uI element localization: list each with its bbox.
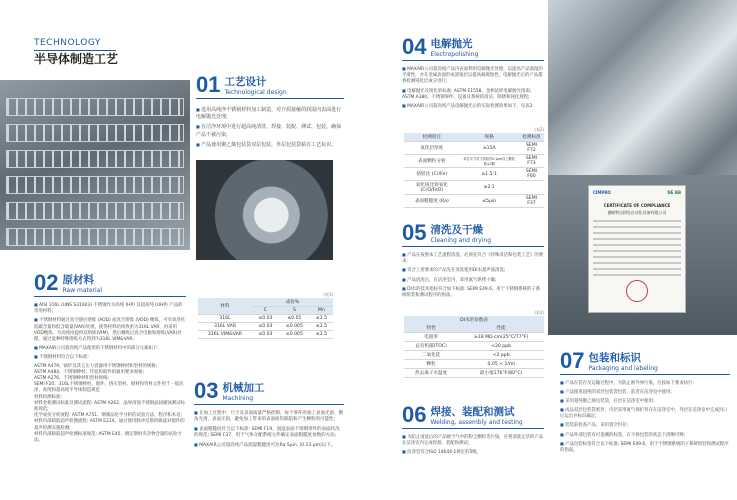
section-02 — [34, 272, 186, 444]
section-03 — [194, 380, 344, 451]
section-number: 04 — [402, 34, 427, 59]
header-en: TECHNOLOGY — [34, 38, 101, 48]
section-subtitle: Welding, assembly and testing — [430, 419, 523, 426]
section-title: 原材料 — [62, 274, 94, 286]
header — [34, 38, 118, 67]
section-subtitle: Technological design — [224, 89, 287, 96]
section-title: 清洗及干燥 — [430, 224, 483, 236]
section-title: 包装和标识 — [588, 352, 641, 364]
section-body: ■ 选用高纯净不锈钢材料加工制造，对介质接触的润湿内表面进行电解抛光处理; ■ 在洁净环境中进行超高纯清洗、焊接、装配、测试、包装，确保产品不被污染; ■ 产品使用聚乙烯包装袋双层包装，外层包装袋粘有工艺标识。 — [196, 106, 344, 149]
section-subtitle: Packaging and labeling — [588, 365, 658, 372]
table-row: 表面颗粒分析 单位平方英寸面积内0.1μm以上颗粒数≤2颗 SEMI F73 — [404, 155, 544, 168]
section-number: 03 — [194, 378, 219, 403]
section-05 — [402, 222, 544, 301]
section-04 — [402, 36, 544, 112]
section-body: ■ 产品在装存及运输过程中，为防止被外界污染，应按如下要求执行: ■ 产品使用超纯的双层包装袋包装，前者在洁净室中使用； ■ 采用超纯聚乙烯包装袋，后层在洁净室中使用； ■ 成品双层包装袋密封，内层采用氮气保护封存在洁净室中，外层在洁净室中完成封口后运出并标识确定; ■ 装装前检查产品、采用真空封存; ■ 产品外部包装有可追溯的标签，在不拆包装的状态下清晰可辨; ■ 产品包装标签符合以下标准: SEMI E49.6、用于不锈钢系统的子系统组装和测试程序的指南。 — [560, 380, 730, 454]
table-row: 316L ≤0.03 ≤0.01 ≤1.5 — [198, 315, 333, 323]
table-row: 颗粒 0.05 < 1/ml — [404, 360, 544, 369]
table-row: 表面粗糙度 (Ra) ≤5μin SEMI F37 — [404, 195, 544, 208]
section-06 — [402, 404, 544, 459]
section-title: 焊接、装配和测试 — [430, 406, 515, 418]
section-title: 机械加工 — [222, 382, 265, 394]
section-title: 电解抛光 — [430, 38, 473, 50]
seal-icon — [626, 280, 648, 302]
section-number: 02 — [34, 270, 59, 295]
section-body: ■ 为防止清洗后的产品被空气中的粉尘颗粒等污染，应将清洗完毕的产品在洁净室内完成焊接、装配和测试; ■ 洁净室符合ISO 14644-1规定的5级。 — [402, 434, 544, 457]
header-cn: 半导体制造工艺 — [34, 52, 119, 66]
section-subtitle: Raw material — [62, 287, 103, 294]
section-subtitle: Machining — [222, 395, 254, 402]
table-row: 氧化层厚度 ≥15A SEMI F72 — [404, 142, 544, 155]
table-row: 热去离子水温度 最小值176°F(80°C) — [404, 369, 544, 378]
section-subtitle: Cleaning and drying — [430, 237, 491, 244]
cert-brand: CIMPRO — [593, 190, 611, 195]
cleanroom-rack-photo — [0, 80, 190, 250]
table-3: (表3) DI水的参数表 特性 性能 电阻率 ≥18 MΩ·cm(25°C/77°F) 总有机碳(TOC) <20 ppb 二氧化硅 <2 ppb 颗粒 0.05 < 1/ml 热去离子水温度 最小值176°F(80°C) — [404, 310, 544, 378]
section-07 — [560, 350, 730, 456]
section-subtitle: Electropolishing — [430, 51, 479, 58]
table-row: 316L VAR ≤0.03 ≤0.005 ≤1.5 — [198, 323, 333, 331]
section-title: 工艺设计 — [224, 76, 267, 88]
table-row: 二氧化硅 <2 ppb — [404, 351, 544, 360]
section-number: 06 — [402, 402, 427, 427]
section-body: ■ AISI 316L (UNS S31603) 不锈钢作为高纯 (HP) 及超高纯 (UHP) 产品的常用材料; ■ 不锈钢材料通过真空感应熔炼 (AOD) 或真空熔炼 (VOD) 精炼，可有效净化低碳含量和低含硫量(VAR)处理，使得材料结构致密为316L VAR，再采用VOD精炼，为高纯度提供双熔炼(VIM)，然后精炼过真空电极和熔炼(VAR)处理，通过此种特殊熔炼方式得到为316L VIM&VAR; ■ MAXAIR公司超高纯产品使用的不锈钢材料中的部分元素如下: ■ 不锈钢材料符合以下标准: ASTM A479、锅炉及其它压力容器用不锈钢棒材和型材的规格; ASTM A484、不锈钢棒材、坯锭和锻件的通用要求规格; ASTM A276、不锈钢棒材和型材规格; SEMI F20、316L不锈钢棒材、锻件、挤压型材、板材和管材元件用于一般洁净、高纯和超高纯半导体制造规范 材料检测标准: 材料金相测试标准及测试流程: ASTM A262、晶界清蚀不锈钢晶间腐蚀测试标准规范; 化学成份分析流程: ASTM A751、钢制品化学分析的试验方法、程序和术语; 材料内部缺陷超声检测流程: ASTM E214、通过使用脉冲反射的纵波对锻件的超声检测实施检测; 材料内部缺陷超声检测标准规范: ASTM E45、测定钢材夹杂物含量的试验方法。 — [34, 302, 186, 444]
table-1: (表1) 材料 成份% C S Mn 316L ≤0.03 ≤0.01 ≤1.5 316L VAR ≤0.03 ≤0.005 ≤1.5 316L VIM&VAR ≤0.03 ≤0.005 ≤1.5 — [198, 292, 333, 339]
section-body: ■ 产品在按照本工艺流程清洗、必须先符合《特殊清洁和包装工艺》的要求; ■ 符合上述要求的产品先在清洗使用DI水超声波清洗; ■ 产品清洗后，在洁净室内，采用氮气烘烤干燥; ■ DI水的技术指标符合如下标准: SEMI E49.6、用于不锈钢系统的子系统组装和测试程序的指南。 — [402, 252, 544, 299]
certificate-of-compliance: CIMPRO NE BB CERTIFICATE OF COMPLIANCE 德耐特(深圳)自动化设备有限公司 — [588, 185, 686, 313]
section-number: 05 — [402, 220, 427, 245]
table-2: (表2) 检测项目 规格 检测标准 氧化层厚度 ≥15A SEMI F72 表面颗粒分析 单位平方英寸面积内0.1μm以上颗粒数≤2颗 SEMI F73 铬铁比 (Cr/Fe) ≥1.5:1 SEMI F60 氧化铬比铁氧化 (CrO/FeO) ≥2:1 表面粗糙度 (Ra) ≤5μin SEMI F37 — [404, 127, 544, 208]
section-number: 07 — [560, 348, 585, 373]
section-body: ■ MAXAIR公司超高纯产品内表面利用电解抛光处理，以提高产品润湿的平滑性，并在金属表面形成富铬层以提高耐腐蚀性，电解抛光后的产品都将检测钝化层成分进行; ■ 电解抛光及钝化的标准: ASTM E1558、金相试样电解抛光指南; ASTM A380、不锈钢零件、设备及系统的清洁、除锈和钝化规程; ■ MAXAIR公司超高纯产品电解抛光后的实际检测效果如下，见表2: — [402, 66, 544, 110]
table-row: 铬铁比 (Cr/Fe) ≥1.5:1 SEMI F60 — [404, 168, 544, 181]
table-row: 氧化铬比铁氧化 (CrO/FeO) ≥2:1 — [404, 181, 544, 195]
section-01 — [196, 74, 344, 151]
table-row: 电阻率 ≥18 MΩ·cm(25°C/77°F) — [404, 333, 544, 342]
cert-company: 德耐特(深圳)自动化设备有限公司 — [607, 210, 667, 215]
section-number: 01 — [196, 72, 221, 97]
table-row: 总有机碳(TOC) <20 ppb — [404, 342, 544, 351]
table-row: 316L VIM&VAR ≤0.03 ≤0.005 ≤1.5 — [198, 331, 333, 339]
section-body: ■ 在加工过程中，尺寸及表面质量严格控制，每个零件的加工表面光滑、倒角光滑，表面无损，避免加工带来的表面损伤缺陷和产生颗粒的可能性; ■ 表面粗糙度符合以下标准: SEMI F19、润湿表面不锈钢零件的表面状况的规范; SEMI F37、用于气体分配系统元件确定表面粗糙度参数的方法; ■ MAXAIR公司超高纯产品润湿粗糙度可达Ra 5μin. (0.13 μm)以下。 — [194, 410, 344, 449]
machining-photo — [196, 160, 333, 260]
cert-title: CERTIFICATE OF COMPLIANCE — [603, 203, 671, 208]
